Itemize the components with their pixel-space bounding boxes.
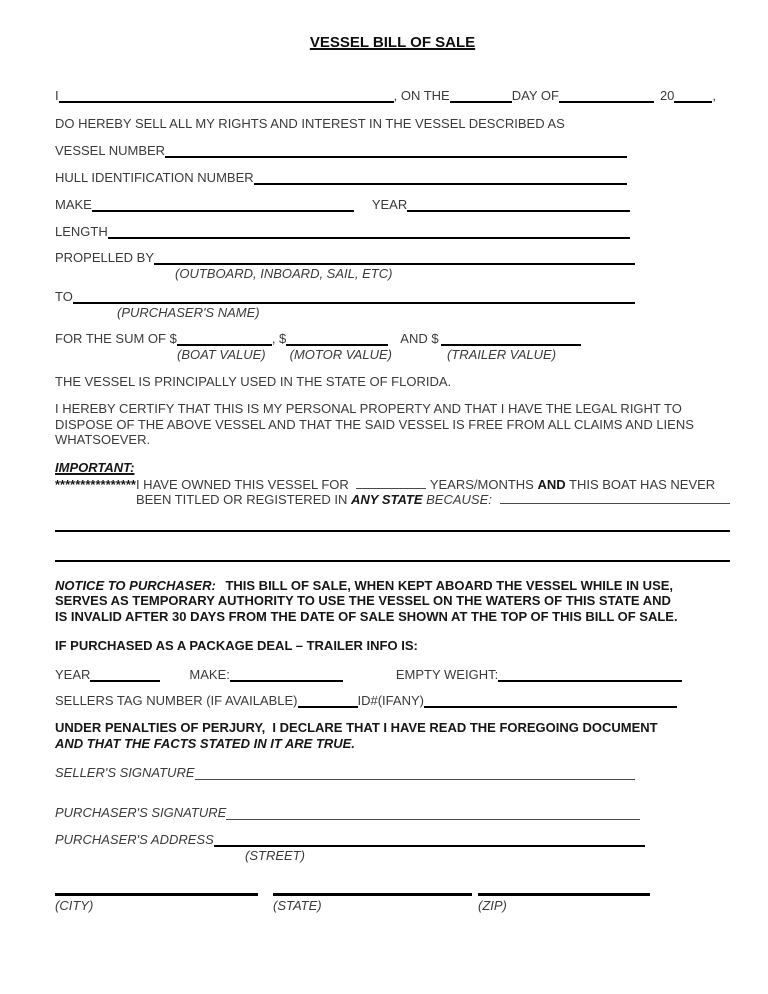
important-label: IMPORTANT: [55, 459, 135, 475]
hull-id-blank [254, 181, 627, 185]
seller-signature-label: SELLER'S SIGNATURE [55, 765, 195, 780]
because-label: BECAUSE: [426, 492, 492, 507]
vessel-number-label: VESSEL NUMBER [55, 143, 166, 158]
motor-value-blank [286, 342, 388, 346]
field-row-propelled-by [55, 250, 635, 265]
length-label: LENGTH [55, 224, 108, 239]
empty-weight-label: EMPTY WEIGHT: [395, 667, 499, 682]
seller-label-i: I [55, 88, 59, 103]
and-emphasis: AND [537, 476, 566, 492]
purchaser-name-hint: (PURCHASER'S NAME) [117, 305, 260, 320]
page-title: VESSEL BILL OF SALE [309, 34, 476, 51]
perjury-line-1: UNDER PENALTIES OF PERJURY, I DECLARE THAT I HAVE READ THE FOREGOING DOCUMENT [55, 720, 658, 735]
purchaser-address-label: PURCHASER'S ADDRESS [55, 832, 214, 847]
make-label: MAKE [55, 197, 92, 212]
seller-signature-row [55, 765, 635, 780]
day-of-label: DAY OF [511, 88, 559, 103]
boat-value-blank [177, 342, 272, 346]
id-number-blank [424, 704, 677, 708]
purchaser-signature-label: PURCHASER'S SIGNATURE [55, 805, 227, 820]
owned-text: I HAVE OWNED THIS VESSEL FOR [135, 476, 349, 492]
day-blank [450, 99, 512, 103]
notice-text-2: SERVES AS TEMPORARY AUTHORITY TO USE THE VESSEL ON THE WATERS OF THIS STATE AND [55, 593, 671, 608]
package-deal-header: IF PURCHASED AS A PACKAGE DEAL – TRAILER INFO IS: [55, 638, 418, 653]
purchaser-signature-blank [226, 817, 640, 820]
city-state-zip-row [55, 893, 730, 913]
trailer-value-hint: (TRAILER VALUE) [446, 347, 557, 362]
trailer-info-row [55, 667, 682, 682]
month-blank [559, 99, 654, 103]
notice-paragraph [55, 578, 715, 625]
motor-value-hint: (MOTOR VALUE) [289, 347, 392, 362]
empty-weight-blank [498, 678, 682, 682]
year-label: YEAR [371, 197, 408, 212]
been-titled-text: BEEN TITLED OR REGISTERED IN [135, 492, 348, 507]
because-reason-blank [500, 503, 730, 504]
century-label: 20 [659, 88, 675, 103]
make-blank [92, 208, 354, 212]
asterisks-run: **************** [55, 476, 136, 492]
field-row-length [55, 224, 630, 239]
never-text: THIS BOAT HAS NEVER [569, 476, 716, 492]
certify-statement: I HEREBY CERTIFY THAT THIS IS MY PERSONAL PROPERTY AND THAT I HAVE THE LEGAL RIGHT TO DISPOSE OF THE ABOVE VESSEL AND THAT THE SAID VESSEL IS FREE FROM ALL CLAIMS AND LIENS WHATSOEVER. [55, 401, 694, 447]
opening-row [55, 88, 730, 103]
blank-writing-line [55, 530, 730, 532]
purchaser-address-blank [214, 843, 645, 847]
propelled-by-hint: (OUTBOARD, INBOARD, SAIL, ETC) [175, 266, 393, 281]
on-the-label: , ON THE [393, 88, 450, 103]
year-blank [674, 99, 712, 103]
sum-comma-dollar: , $ [271, 331, 287, 346]
purchaser-address-row [55, 832, 645, 847]
hull-id-label: HULL IDENTIFICATION NUMBER [55, 170, 254, 185]
seller-signature-blank [195, 777, 635, 780]
purchaser-signature-row [55, 805, 640, 820]
length-blank [108, 235, 630, 239]
state-segment [273, 893, 472, 913]
sum-label: FOR THE SUM OF $ [55, 331, 177, 346]
trailer-make-blank [230, 678, 343, 682]
trailer-make-label: MAKE: [189, 667, 230, 682]
boat-value-hint: (BOAT VALUE) [177, 347, 266, 362]
tag-number-label: SELLERS TAG NUMBER (IF AVAILABLE) [55, 693, 298, 708]
city-hint: (CITY) [55, 898, 94, 913]
seller-name-blank [59, 99, 394, 103]
notice-text-3: IS INVALID AFTER 30 DAYS FROM THE DATE OF SALE SHOWN AT THE TOP OF THIS BILL OF SALE. [55, 608, 678, 624]
any-state-emphasis: ANY STATE [351, 492, 423, 507]
sum-hints-row [55, 347, 730, 362]
perjury-line-2: AND THAT THE FACTS STATED IN IT ARE TRUE. [55, 735, 355, 751]
years-months-label: YEARS/MONTHS [429, 476, 534, 492]
section-divider-line [55, 560, 730, 562]
ownership-duration-blank [356, 488, 426, 489]
trailer-value-blank [441, 342, 581, 346]
declaration-text: DO HEREBY SELL ALL MY RIGHTS AND INTEREST IN THE VESSEL DESCRIBED AS [55, 116, 565, 131]
sum-row [55, 331, 730, 346]
city-segment [55, 893, 258, 913]
field-row-vessel-number [55, 143, 627, 158]
notice-line-1 [55, 578, 715, 594]
tag-number-blank [298, 704, 358, 708]
trailer-year-label: YEAR [55, 667, 91, 682]
trailer-year-blank [90, 678, 160, 682]
important-text [136, 477, 730, 508]
street-hint: (STREET) [245, 848, 305, 863]
tag-number-row [55, 693, 677, 708]
florida-statement: THE VESSEL IS PRINCIPALLY USED IN THE STATE OF FLORIDA. [55, 374, 452, 389]
notice-text-1: THIS BILL OF SALE, WHEN KEPT ABOARD THE VESSEL WHILE IN USE, [225, 577, 674, 593]
field-row-to [55, 289, 635, 304]
sum-and-dollar: AND $ [400, 331, 439, 346]
purchaser-name-blank [73, 300, 635, 304]
propelled-by-blank [154, 261, 635, 265]
zip-segment [478, 893, 650, 913]
notice-label: NOTICE TO PURCHASER: [55, 577, 216, 593]
propelled-by-label: PROPELLED BY [55, 250, 154, 265]
to-label: TO [55, 289, 73, 304]
zip-hint: (ZIP) [478, 898, 507, 913]
perjury-paragraph [55, 720, 730, 751]
important-paragraph [55, 477, 730, 508]
field-row-hull-id [55, 170, 627, 185]
state-hint: (STATE) [273, 898, 322, 913]
field-row-make-year [55, 197, 630, 212]
vessel-number-blank [165, 154, 627, 158]
trailing-comma: , [712, 88, 717, 103]
model-year-blank [407, 208, 630, 212]
id-label: ID#(IFANY) [357, 693, 424, 708]
